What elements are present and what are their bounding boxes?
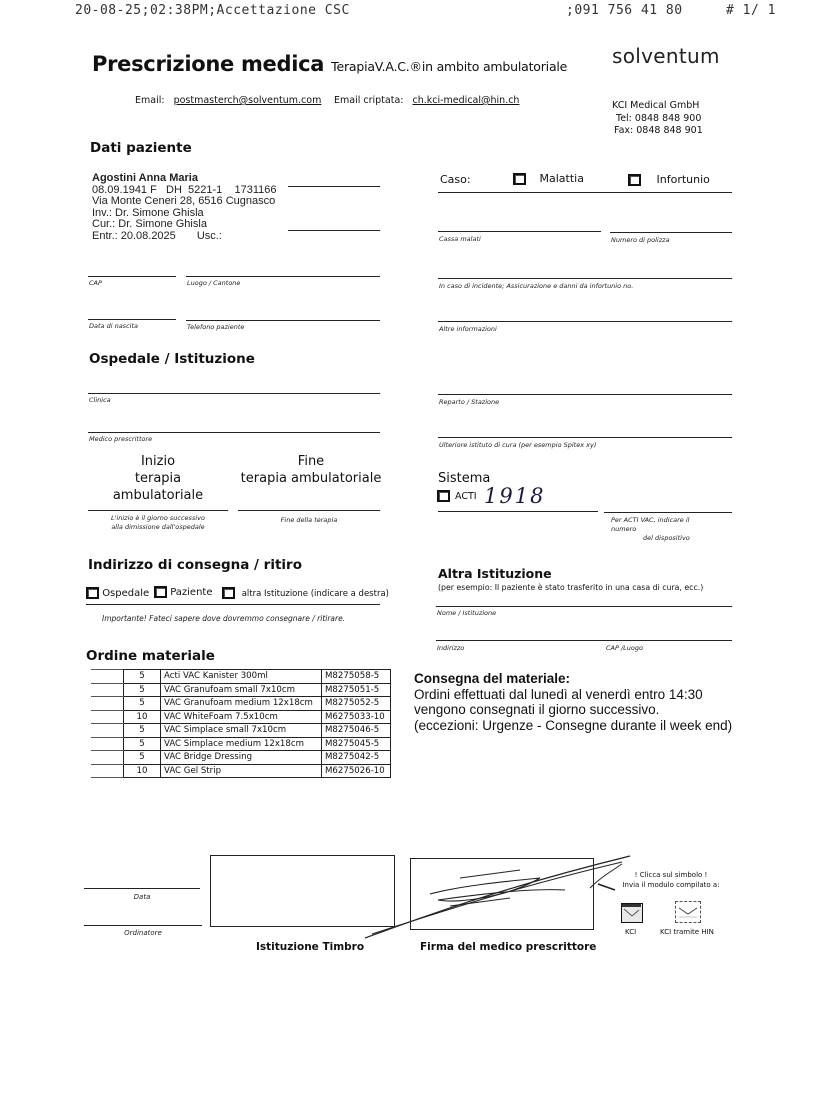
order-quantity[interactable]: 10 [124,710,161,724]
order-article-code[interactable]: M8275052-5 [322,697,391,711]
ward-label: Reparto / Stazione [439,398,500,406]
infortunio-label: Infortunio [656,173,710,186]
send-note: Invia il modulo compilato a: [622,881,720,889]
send-kci-label[interactable]: KCI [625,928,637,936]
patient-id-line: 08.09.1941 F DH 5221-1 1731166 [92,183,277,196]
case-option-malattia[interactable] [513,172,584,185]
luogo-label: Luogo / Cantone [187,279,241,287]
further-institute-field[interactable] [438,437,732,438]
order-description[interactable]: Acti VAC Kanister 300ml [161,670,322,684]
date-field[interactable] [84,888,200,889]
birth-date-label: Data di nascita [89,322,138,330]
policy-label: Numero di polizza [611,236,670,244]
order-quantity[interactable]: 5 [124,697,161,711]
system-heading: Sistema [438,471,491,486]
doctor-field[interactable] [88,432,380,433]
therapy-start-note [88,514,228,532]
other-institution-checkbox[interactable] [222,587,235,599]
other-info-label: Altre informazioni [439,325,497,333]
infortunio-checkbox[interactable] [628,174,641,186]
institution-name-label: Nome / Istituzione [437,609,497,617]
cap-label: CAP [89,279,102,287]
institution-address-field[interactable] [436,640,732,641]
order-quantity[interactable]: 5 [124,724,161,738]
order-heading: Ordine materiale [86,648,215,664]
therapy-start-subtitle: terapia ambulatoriale [112,471,204,503]
order-article-code[interactable]: M8275045-5 [322,737,391,751]
patient-name: Agostini Anna Maria [92,172,198,184]
patient-label-sticker [92,173,276,242]
case-line [438,192,732,193]
system-field[interactable] [438,511,598,512]
order-row-margin [91,724,124,738]
order-row [91,737,391,751]
luogo-field[interactable] [186,276,380,277]
case-label: Caso: [440,173,471,186]
hospital-checkbox[interactable] [86,587,99,599]
order-row-margin [91,751,124,765]
patient-option-label: Paziente [170,587,213,598]
fax-header-phone: ;091 756 41 80 [566,3,683,18]
order-description[interactable]: VAC WhiteFoam 7.5x10cm [161,710,322,724]
birth-date-field[interactable] [88,319,176,320]
further-institute-label: Ulteriore istituto di cura (per esempio Spitex xy) [439,441,597,449]
accident-field[interactable] [438,278,732,279]
other-institution-heading: Altra Istituzione [438,566,552,581]
therapy-start-note-1: L'inizio è il giorno successivo [111,514,205,522]
order-article-code[interactable]: M8275058-5 [322,670,391,684]
patient-heading: Dati paziente [90,140,192,156]
material-delivery-heading: Consegna del materiale: [414,671,571,686]
doctor-label: Medico prescrittore [89,435,153,443]
device-note-3: del dispositivo [643,534,690,542]
send-instructions [606,870,736,890]
order-row-margin [91,697,124,711]
patient-cur-doctor: Cur.: Dr. Simone Ghisla [92,218,207,230]
email-row [135,95,321,106]
therapy-start-title: Inizio [140,454,176,469]
device-number-handwritten: 1918 [484,484,546,508]
order-row-margin [91,737,124,751]
therapy-end-field[interactable] [238,510,380,511]
email-link[interactable]: postmasterch@solventum.com [173,95,322,106]
hospital-option-label: Ospedale [102,588,150,599]
ward-field[interactable] [438,394,732,395]
therapy-start-heading [88,453,228,504]
order-article-code[interactable]: M6275026-10 [322,764,391,778]
order-article-code[interactable]: M8275051-5 [322,683,391,697]
material-delivery-line-1: Ordini effettuati dal lunedì al venerdì entro 14:30 [414,686,703,702]
title-main: Prescrizione medica [92,52,325,76]
patient-address: Via Monte Ceneri 28, 6516 Cugnasco [92,195,276,207]
envelope-open-icon [676,902,700,922]
handwritten-signature [360,848,650,948]
clinic-field[interactable] [88,393,380,394]
other-institution-sub: (per esempio: Il paziente è stato trasferito in una casa di cura, ecc.) [438,583,704,592]
therapy-end-title: Fine [297,454,325,469]
order-description[interactable]: VAC Bridge Dressing [161,751,322,765]
email-encrypted-label: Email criptata: [334,95,404,106]
order-row [91,710,391,724]
institution-cap-label: CAP /Luogo [606,644,643,652]
malattia-checkbox[interactable] [513,173,526,185]
order-article-code[interactable]: M6275033-10 [322,710,391,724]
therapy-end-subtitle: terapia ambulatoriale [240,471,382,486]
institution-address-label: Indirizzo [437,644,465,652]
case-option-infortunio[interactable] [628,173,710,186]
order-article-code[interactable]: M8275042-5 [322,751,391,765]
order-row [91,683,391,697]
accident-label: In caso di incidente; Assicurazione e danni da infortunio no. [439,282,634,290]
delivery-line [86,604,380,605]
order-row-margin [91,670,124,684]
email-encrypted-row [334,95,519,106]
malattia-label: Malattia [539,172,584,185]
delivery-option-other[interactable] [222,587,389,599]
institution-name-field[interactable] [436,606,732,607]
send-hin-label[interactable]: KCI tramite HIN [660,928,714,936]
orderer-label: Ordinatore [124,929,162,937]
device-note-1: Per ACTI VAC, indicare il [611,516,690,524]
company-tel: Tel: 0848 848 900 [616,112,702,124]
delivery-note: Importante! Fateci sapere dove dovremmo consegnare / ritirare. [102,614,346,623]
therapy-end-note: Fine della terapia [280,516,338,524]
patient-entry-date: Entr.: 20.08.2025 [92,229,176,242]
email-label: Email: [135,95,165,106]
order-description[interactable]: VAC Simplace small 7x10cm [161,724,322,738]
company-fax: Fax: 0848 848 901 [614,125,703,136]
delivery-option-hospital[interactable] [86,587,149,599]
order-quantity[interactable]: 5 [124,670,161,684]
order-quantity[interactable]: 10 [124,764,161,778]
stamp-label: Istituzione Timbro [256,941,365,953]
patient-phone-field[interactable] [186,320,380,321]
device-number-note [611,516,690,543]
patient-phone-label: Telefono paziente [187,323,245,331]
date-label: Data [133,893,151,901]
company-block [612,100,703,138]
order-description[interactable]: VAC Gel Strip [161,764,322,778]
order-description[interactable]: VAC Granufoam small 7x10cm [161,683,322,697]
insurer-field[interactable] [438,231,601,232]
orderer-field[interactable] [84,925,202,926]
order-row [91,670,391,684]
acti-label: ACTI [455,490,477,502]
solventum-logo: solventum [612,44,720,68]
click-note: ! Clicca sul simbolo ! [634,871,708,879]
order-description[interactable]: VAC Granufoam medium 12x18cm [161,697,322,711]
system-option-acti[interactable] [437,490,477,502]
patient-checkbox[interactable] [154,586,167,598]
order-table [91,669,391,778]
order-row [91,751,391,765]
order-row-margin [91,764,124,778]
therapy-end-heading [240,453,382,487]
order-article-code[interactable]: M8275046-5 [322,724,391,738]
insurer-label: Cassa malati [439,235,481,243]
fax-header-sender: 20-08-25;02:38PM;Accettazione CSC [75,3,350,18]
signature-label: Firma del medico prescrittore [420,941,597,953]
therapy-start-field[interactable] [88,510,228,511]
arrow-pointer-icon [597,882,617,892]
hospital-heading: Ospedale / Istituzione [89,351,255,367]
clinic-label: Clinica [89,396,111,404]
order-quantity[interactable]: 5 [124,737,161,751]
patient-exit-date: Usc.: [196,229,222,242]
send-kci-email-icon[interactable] [621,903,643,923]
device-note-2: numero [611,525,637,533]
order-row-margin [91,683,124,697]
material-delivery-info [414,671,732,733]
email-encrypted-link[interactable]: ch.kci-medical@hin.ch [412,95,520,106]
patient-field-line[interactable] [288,186,380,187]
title-subtitle: TerapiaV.A.C.®in ambito ambulatoriale [331,59,568,74]
order-row-margin [91,710,124,724]
device-number-field[interactable] [604,512,732,513]
delivery-address-heading: Indirizzo di consegna / ritiro [88,557,302,573]
patient-field-line[interactable] [288,230,380,231]
order-row [91,697,391,711]
order-quantity[interactable]: 5 [124,751,161,765]
company-name: KCI Medical GmbH [612,100,700,111]
page-title [92,52,567,76]
acti-checkbox[interactable] [437,490,450,502]
material-delivery-line-2: vengono consegnati il giorno successivo. [414,702,660,717]
delivery-option-patient[interactable] [154,586,213,598]
therapy-start-note-2: alla dimissione dall'ospedale [111,523,205,531]
material-delivery-line-3: (eccezioni: Urgenze - Consegne durante il week end) [414,717,733,733]
order-row [91,764,391,778]
envelope-icon [622,904,641,921]
patient-inv-doctor: Inv.: Dr. Simone Ghisla [92,206,204,219]
other-option-label: altra Istituzione (indicare a destra) [241,588,389,599]
policy-field[interactable] [610,232,732,233]
order-description[interactable]: VAC Simplace medium 12x18cm [161,737,322,751]
cap-field[interactable] [88,276,176,277]
send-hin-email-icon[interactable] [675,901,701,923]
order-quantity[interactable]: 5 [124,683,161,697]
fax-header-page: # 1/ 1 [726,3,776,18]
other-info-field[interactable] [438,321,732,322]
order-row [91,724,391,738]
